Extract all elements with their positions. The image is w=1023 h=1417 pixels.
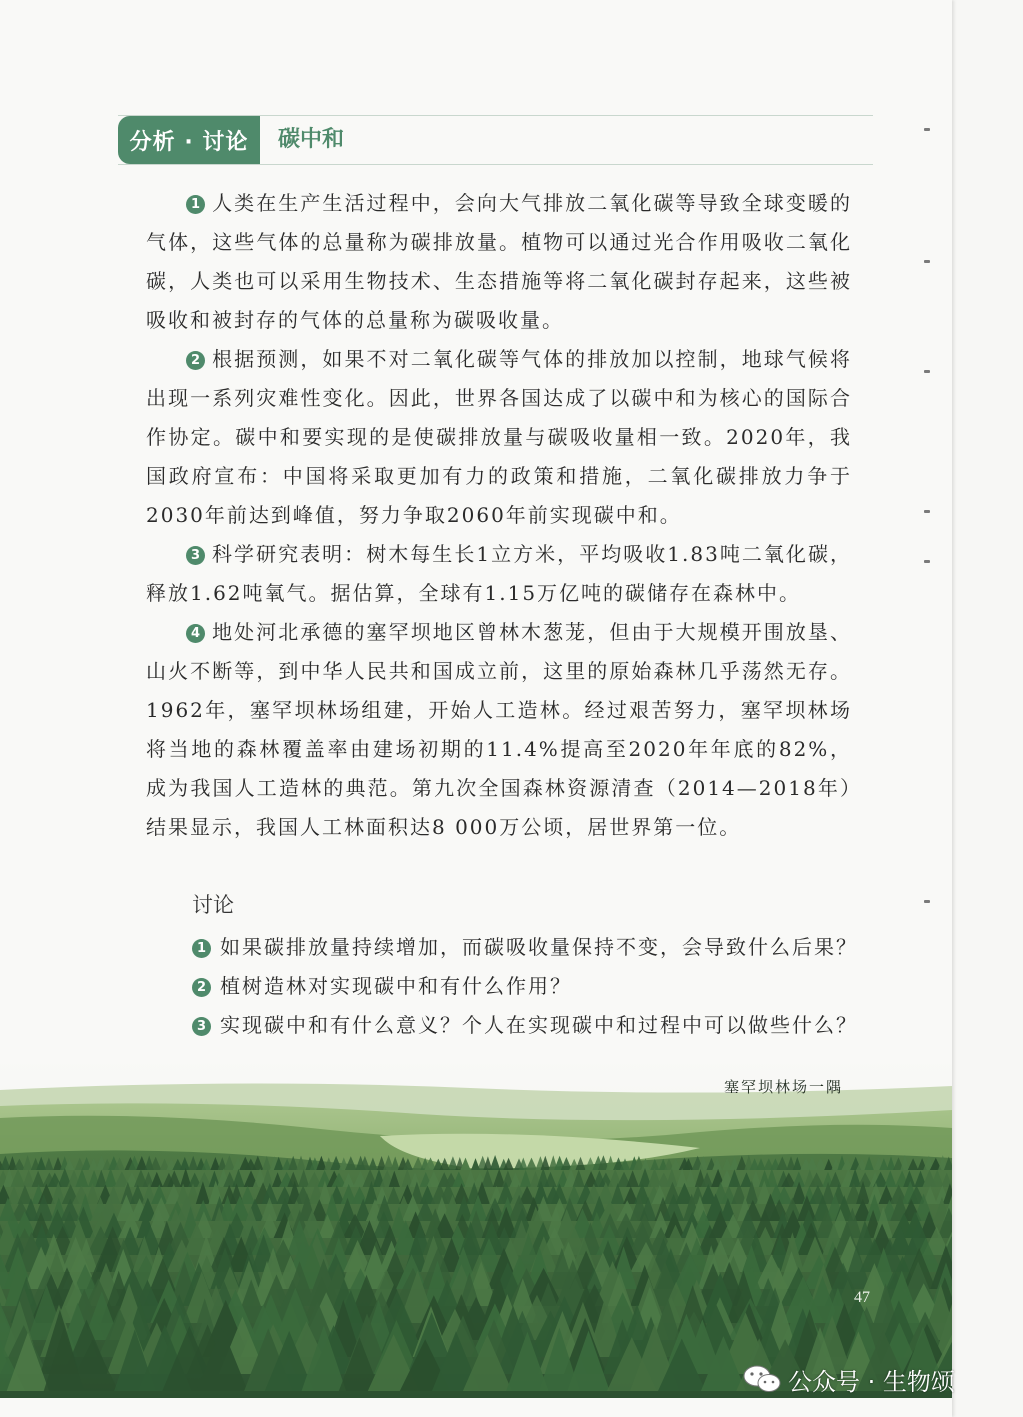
paragraph-4: [146, 613, 852, 847]
question-text: 实现碳中和有什么意义？个人在实现碳中和过程中可以做些什么？: [220, 1013, 858, 1037]
article-body: [146, 184, 852, 847]
forest-photo: [0, 1058, 952, 1398]
paragraph-3: [146, 535, 852, 613]
paragraph-text: 人类在生产生活过程中，会向大气排放二氧化碳等导致全球变暖的气体，这些气体的总量称为碳排放量。植物可以通过光合作用吸收二氧化碳，人类也可以采用生物技术、生态措施等将二氧化碳封存起来，这些被吸收和被封存的气体的总量称为碳吸收量。: [146, 191, 852, 332]
discussion-section: [192, 888, 872, 1045]
section-title: 碳中和: [278, 127, 345, 152]
number-badge: 1: [192, 939, 211, 958]
photo-caption: 塞罕坝林场一隅: [724, 1078, 844, 1096]
paragraph-1: [146, 184, 852, 340]
question-text: 如果碳排放量持续增加，而碳吸收量保持不变，会导致什么后果？: [220, 935, 858, 959]
discussion-question-2: [192, 967, 872, 1006]
watermark-text: 公众号 · 生物颂: [788, 1367, 955, 1396]
number-badge: 2: [186, 351, 205, 370]
watermark: [742, 1362, 955, 1396]
discussion-question-1: [192, 928, 872, 967]
page-edge-marks: [924, 120, 934, 920]
page-number: 47: [854, 1289, 870, 1306]
paragraph-text: 地处河北承德的塞罕坝地区曾林木葱茏，但由于大规模开围放垦、山火不断等，到中华人民共和国成立前，这里的原始森林几乎荡然无存。1962年，塞罕坝林场组建，开始人工造林。经过艰苦努力，塞罕坝林场将当地的森林覆盖率由建场初期的11.4%提高至2020年年底的82%，成为我国人工造林的典范。第九次全国森林资源清查（2014—2018年）结果显示，我国人工林面积达8 000万公顷，居世界第一位。: [146, 620, 852, 839]
edge-mark: [924, 510, 930, 513]
edge-mark: [924, 560, 930, 563]
paragraph-text: 科学研究表明：树木每生长1立方米，平均吸收1.83吨二氧化碳，释放1.62吨氧气。据估算，全球有1.15万亿吨的碳储存在森林中。: [146, 542, 852, 605]
discussion-question-3: [192, 1006, 872, 1045]
edge-mark: [924, 128, 930, 131]
edge-mark: [924, 370, 930, 373]
number-badge: 3: [192, 1017, 211, 1036]
number-badge: 4: [186, 624, 205, 643]
edge-mark: [924, 260, 930, 263]
section-header: [118, 115, 873, 165]
wechat-icon: [742, 1364, 782, 1394]
discussion-title: 讨论: [192, 893, 234, 917]
number-badge: 2: [192, 978, 211, 997]
paragraph-2: [146, 340, 852, 535]
forest-illustration: [0, 1058, 952, 1398]
question-text: 植树造林对实现碳中和有什么作用？: [220, 974, 572, 998]
number-badge: 1: [186, 195, 205, 214]
number-badge: 3: [186, 546, 205, 565]
section-tag: 分析 · 讨论: [118, 116, 260, 164]
edge-mark: [924, 900, 930, 903]
paragraph-text: 根据预测，如果不对二氧化碳等气体的排放加以控制，地球气候将出现一系列灾难性变化。因此，世界各国达成了以碳中和为核心的国际合作协定。碳中和要实现的是使碳排放量与碳吸收量相一致。2020年，我国政府宣布：中国将采取更加有力的政策和措施，二氧化碳排放力争于2030年前达到峰值，努力争取2060年前实现碳中和。: [146, 347, 852, 527]
